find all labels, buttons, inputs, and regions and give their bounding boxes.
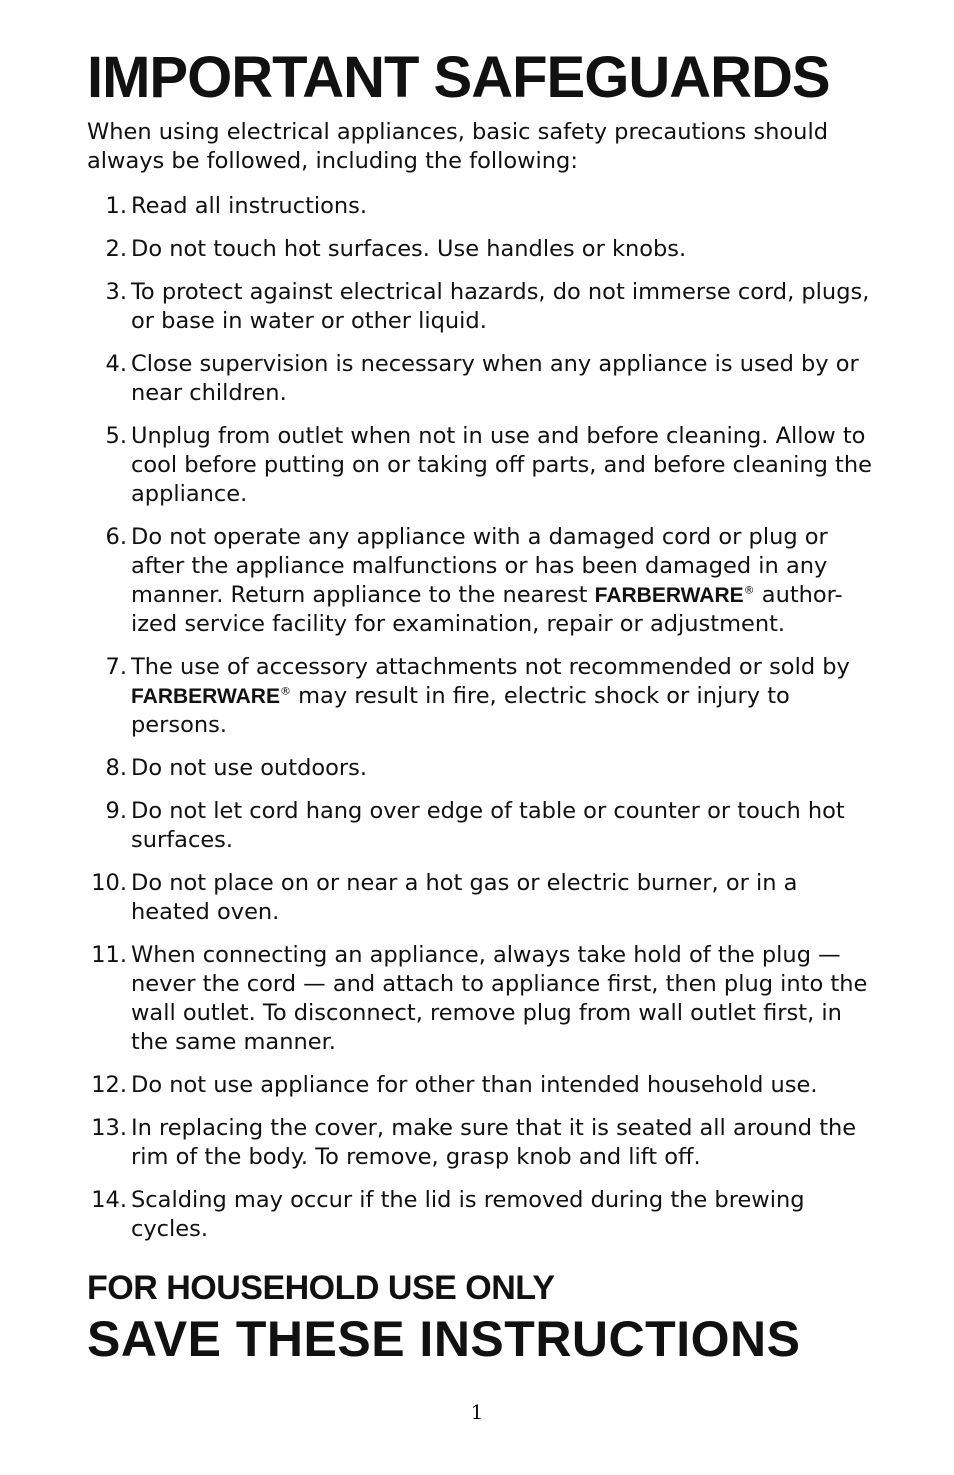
item-number: 6. (105, 524, 127, 550)
item-number: 8. (105, 755, 127, 781)
list-item (87, 941, 877, 1057)
item-text: Close supervision is necessary when any appliance is used by or near children. (131, 351, 859, 406)
item-text-after: may result in fire, electric shock or injury to persons. (131, 683, 790, 738)
list-item (87, 235, 877, 264)
item-text-before: Do not operate any appliance with a damaged cord or plug or after the appliance malfunctions or has been damaged in any manner. Return appliance to the nearest (131, 524, 828, 608)
item-number: 7. (105, 654, 127, 680)
list-item (87, 1186, 877, 1244)
item-number: 4. (105, 351, 127, 377)
list-item (87, 1114, 877, 1172)
item-text: Do not touch hot surfaces. Use handles or knobs. (131, 236, 687, 262)
item-text: Do not let cord hang over edge of table or counter or touch hot surfaces. (131, 798, 845, 853)
list-item (87, 422, 877, 509)
list-item (87, 653, 877, 740)
item-number: 10. (91, 870, 127, 896)
list-item (87, 1071, 877, 1100)
item-text: Read all instructions. (131, 193, 368, 219)
household-use-heading: FOR HOUSEHOLD USE ONLY (87, 1269, 555, 1307)
list-item (87, 754, 877, 783)
item-number: 1. (105, 193, 127, 219)
list-item (87, 350, 877, 408)
item-number: 2. (105, 236, 127, 262)
item-number: 12. (91, 1072, 127, 1098)
registered-mark: ® (279, 684, 291, 698)
brand-name: FARBERWARE (131, 685, 280, 708)
list-item (87, 797, 877, 855)
item-number: 14. (91, 1187, 127, 1213)
item-text: Scalding may occur if the lid is removed during the brewing cycles. (131, 1187, 805, 1242)
document-page (87, 40, 877, 1370)
safeguards-list (87, 192, 877, 1244)
item-text-after: author-ized service facility for examination, repair or adjustment. (131, 582, 843, 637)
item-number: 9. (105, 798, 127, 824)
list-item (87, 192, 877, 221)
brand-name: FARBERWARE (594, 584, 744, 607)
item-text: In replacing the cover, make sure that it is seated all around the rim of the body. To remove, grasp knob and lift off. (131, 1115, 857, 1170)
item-number: 13. (91, 1115, 127, 1141)
item-number: 5. (105, 423, 127, 449)
item-text (131, 523, 877, 639)
item-text (131, 653, 877, 740)
page-number: 1 (470, 1400, 484, 1424)
item-text: Do not use appliance for other than intended household use. (131, 1072, 818, 1098)
item-text: Do not place on or near a hot gas or electric burner, or in a heated oven. (131, 870, 798, 925)
item-number: 3. (105, 279, 127, 305)
intro-paragraph: When using electrical appliances, basic safety precautions should always be followed, including the following: (87, 119, 828, 174)
save-instructions-heading: SAVE THESE INSTRUCTIONS (87, 1311, 801, 1367)
list-item (87, 869, 877, 927)
registered-mark: ® (743, 583, 755, 597)
page-title: IMPORTANT SAFEGUARDS (87, 45, 830, 110)
item-number: 11. (91, 942, 127, 968)
list-item (87, 278, 877, 336)
item-text: Unplug from outlet when not in use and before cleaning. Allow to cool before putting on or taking off parts, and before cleaning the appliance. (131, 423, 872, 507)
item-text: Do not use outdoors. (131, 755, 368, 781)
item-text: To protect against electrical hazards, do not immerse cord, plugs, or base in water or other liquid. (131, 279, 870, 334)
item-text-before: The use of accessory attachments not recommended or sold by (131, 654, 850, 680)
list-item (87, 523, 877, 639)
item-text: When connecting an appliance, always take hold of the plug — never the cord — and attach to appliance first, then plug into the wall outlet. To disconnect, remove plug from wall outlet first, in the same manner. (131, 942, 868, 1055)
